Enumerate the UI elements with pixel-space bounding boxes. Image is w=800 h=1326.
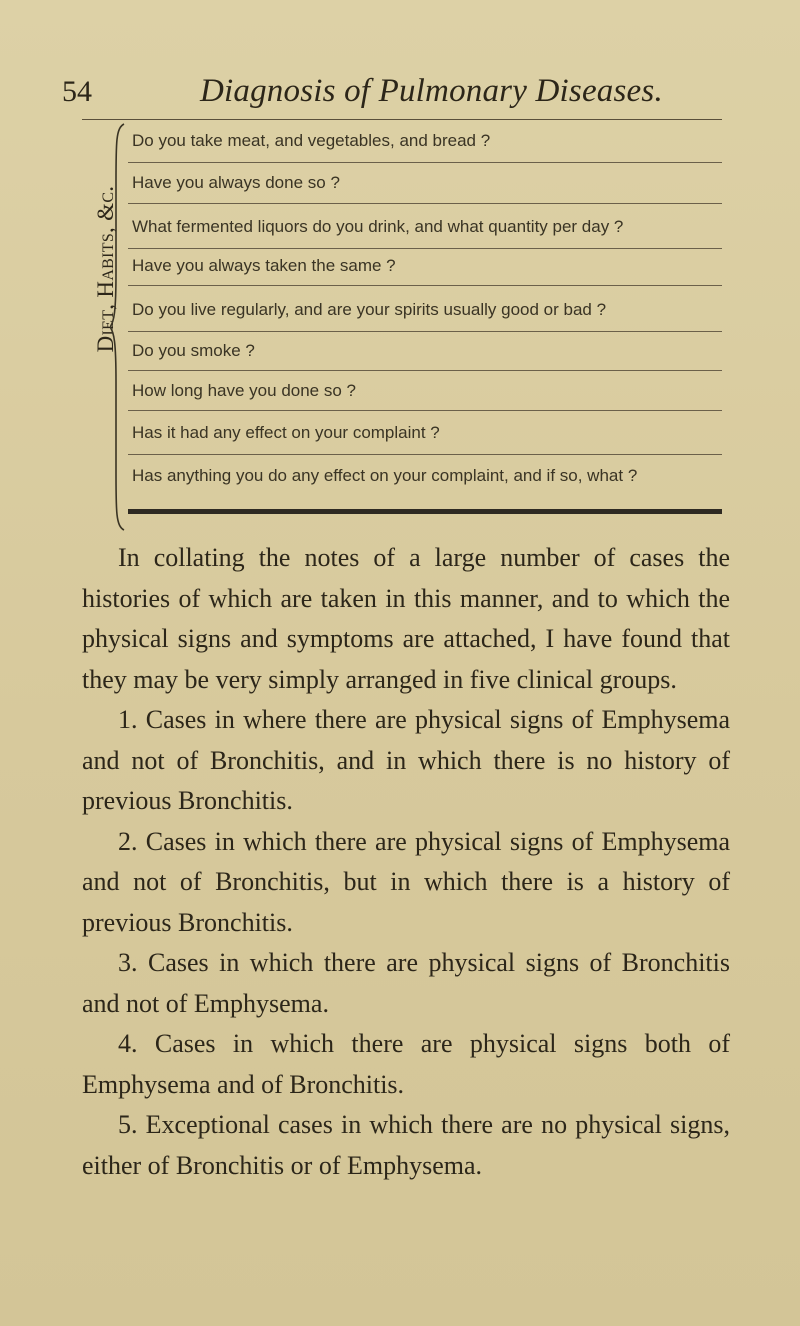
running-title: Diagnosis of Pulmonary Diseases. <box>200 73 663 109</box>
question-row <box>128 371 722 411</box>
question-text: Do you take meat, and vegetables, and bread ? <box>132 131 491 150</box>
question-row <box>128 332 722 371</box>
question-text: How long have you done so ? <box>132 381 356 400</box>
questionnaire-table <box>128 122 722 514</box>
paragraph-group-1: 1. Cases in where there are physical signs of Emphysema and not of Bronchitis, and in which there is no history of previous Bronchitis. <box>82 705 730 815</box>
question-row <box>128 204 722 249</box>
question-row <box>128 455 722 514</box>
question-text: Have you always done so ? <box>132 173 340 192</box>
question-text: Do you smoke ? <box>132 341 255 360</box>
paragraph-group-3: 3. Cases in which there are physical signs of Bronchitis and not of Emphysema. <box>82 948 730 1018</box>
question-text: Have you always taken the same ? <box>132 256 396 275</box>
question-row <box>128 411 722 455</box>
paragraph-group-5: 5. Exceptional cases in which there are no physical signs, either of Bronchitis or of Emphysema. <box>82 1110 730 1180</box>
body-text <box>82 538 730 1186</box>
question-row <box>128 286 722 332</box>
question-row <box>128 163 722 204</box>
question-row <box>128 122 722 163</box>
side-label: Diet, Habits, &c. <box>93 185 118 353</box>
question-row <box>128 249 722 286</box>
question-text: What fermented liquors do you drink, and what quantity per day ? <box>132 217 624 236</box>
paragraph-group-2: 2. Cases in which there are physical signs of Emphysema and not of Bronchitis, but in which there is a history of previous Bronchitis. <box>82 826 730 937</box>
left-brace <box>110 122 128 532</box>
page-number: 54 <box>62 75 92 108</box>
paragraph-intro: In collating the notes of a large number of cases the histories of which are taken in this manner, and to which the physical signs and symptoms are attached, I have found that they may be very simply arranged in five clinical groups. <box>82 543 730 694</box>
question-text: Do you live regularly, and are your spirits usually good or bad ? <box>132 300 607 319</box>
question-text: Has it had any effect on your complaint ? <box>132 423 440 442</box>
header-rule <box>82 119 722 120</box>
paragraph-group-4: 4. Cases in which there are physical signs both of Emphysema and of Bronchitis. <box>82 1029 730 1099</box>
question-text: Has anything you do any effect on your complaint, and if so, what ? <box>132 466 638 485</box>
